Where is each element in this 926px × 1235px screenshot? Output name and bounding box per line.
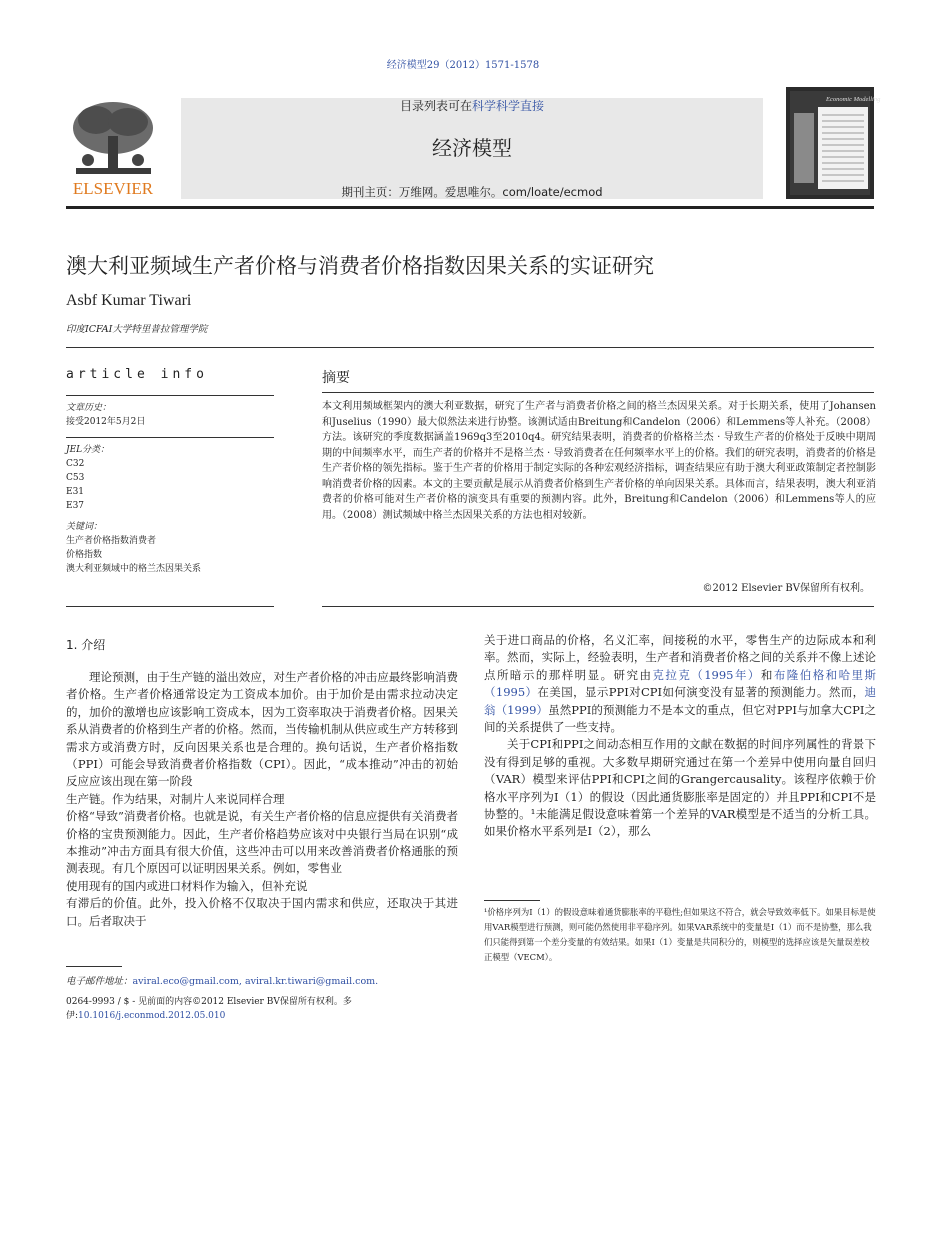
abstract-bottom-rule bbox=[322, 606, 874, 607]
keyword: 生产者价格指数消费者 bbox=[66, 536, 157, 546]
paragraph: 理论预测，由于生产链的溢出效应，对生产者价格的冲击应最终影响消费者价格。生产者价格通常设定为工资成本加价。由于加价是由需求拉动决定的，加价的激增也应该影响工资成本，因为工资率取决于消费者价格。因果关系从消费者的价格到生产者的价格。然而，当传输机制从供应或生产方转移到需求方或消费方时，反向因果关系也是合理的。换句话说，生产者价格指数（PPI）可能会导致消费者价格指数（CPI）。因此，“成本推动”冲击的初始反应应该出现在第一阶段 bbox=[66, 670, 458, 789]
journal-homepage[interactable]: 期刊主页：万维网。爱思唯尔。com/loate/ecmod bbox=[341, 185, 603, 199]
email-footnote bbox=[66, 973, 378, 987]
jel-code: E37 bbox=[66, 501, 85, 511]
paragraph: 使用现有的国内或进口材料作为输入，但补充说 bbox=[66, 878, 308, 893]
history-label: 文章历史： bbox=[66, 403, 112, 413]
keyword: 价格指数 bbox=[66, 550, 103, 560]
footnote-rule bbox=[484, 900, 540, 901]
history-value: 接受2012年5月2日 bbox=[66, 417, 146, 427]
issn-text: 0264-9993 / $ - 见前面的内容©2012 Elsevier BV保留所有权利。多伊: bbox=[66, 997, 352, 1021]
journal-title: 经济模型 bbox=[432, 136, 512, 160]
email-rule bbox=[66, 966, 122, 967]
jel-code: C53 bbox=[66, 473, 85, 483]
title-divider bbox=[66, 347, 874, 348]
journal-cover-image bbox=[786, 87, 881, 199]
jel-label: JEL分类： bbox=[66, 445, 110, 455]
author-affiliation: 印度ICFAI大学特里普拉管理学院 bbox=[66, 324, 208, 335]
paragraph: 有滞后的价值。此外，投入价格不仅取决于国内需求和供应，还取决于其进口。后者取决于 bbox=[66, 896, 458, 928]
elsevier-logo bbox=[66, 96, 161, 200]
doi-link[interactable]: 10.1016/j.econmod.2012.05.010 bbox=[78, 1011, 226, 1021]
contents-availability bbox=[181, 97, 763, 114]
article-history bbox=[66, 401, 145, 429]
header-divider bbox=[66, 206, 874, 209]
keywords-label: 关键词： bbox=[66, 522, 103, 532]
email-links[interactable]: aviral.eco@gmail.com, aviral.kr.tiwari@gmail.com. bbox=[132, 976, 379, 987]
abstract-divider bbox=[322, 392, 874, 393]
paragraph-text: 关于进口商品的价格，名义汇率，间接税的水平，零售生产的边际成本和利率。然而，实际上，经验表明，生产者和消费者价格之间的关系并不像上述论点所暗示的那样明显。研究由 bbox=[484, 633, 876, 682]
paragraph-text: 在美国，显示PPI对CPI如何演变没有显著的预测能力。然而， bbox=[537, 685, 865, 700]
body-left-column bbox=[66, 669, 458, 930]
abstract-text: 本文利用频域框架内的澳大利亚数据，研究了生产者与消费者价格之间的格兰杰因果关系。对于长期关系，使用了Johansen和Juselius（1990）最大似然法来进行协整。该测试适由Breitung和Candelon（2006）和Lemmens等人补充。（2008）方法。该研究的季度数据涵盖1969q3至2010q4。研究结果表明，消费者的价格格兰杰 · 导致生产者的价格处于反映中期周期的中间频率水平，而生产者的价格并不是格兰杰 · 导致消费者在任何频率水平上的价格。我们的研究表明，消费者的价格是生产者价格的领先指标。鉴于生产者的价格用于制定实际的各种宏观经济指标，调查结果应有助于澳大利亚政策制定者控制影响消费者价格的因素。本文的主要贡献是展示从消费者价格到生产者价格的单向因果关系。具体而言，结果表明，澳大利亚消费者的价格可能对生产者价格的演变具有重要的预测内容。此外，Breitung和Candelon（2006）和Lemmens等人的应用。（2008）测试频域中格兰杰因果关系的方法也相对较新。 bbox=[322, 401, 876, 521]
article-author: Asbf Kumar Tiwari bbox=[66, 292, 192, 309]
contents-prefix: 目录列表可在 bbox=[399, 99, 472, 113]
section-heading: 1. 介绍 bbox=[66, 638, 106, 652]
journal-reference: 经济模型29（2012）1571-1578 bbox=[386, 60, 540, 71]
abstract-heading: 摘要 bbox=[322, 370, 350, 386]
article-info-heading: article info bbox=[66, 367, 208, 382]
footnote: ¹价格序列为I（1）的假设意味着通货膨胀率的平稳性;但如果这不符合，就会导致效率低下。如果目标是使用VAR模型进行预测，则可能仍然使用非平稳序列。如果VAR系统中的变量是I（1）而不是协整，那么我们只能得到第一个差分变量的有效结果。如果I（1）变量是共同积分的，则模型的选择应该是矢量误差校正模型（VECM）。 bbox=[484, 907, 876, 962]
jel-code: E31 bbox=[66, 487, 85, 497]
citation-link[interactable]: 迪翁（1999） bbox=[484, 685, 876, 717]
paragraph bbox=[484, 632, 876, 736]
paragraph-text: 虽然PPI的预测能力不是本文的重点，但它对PPI与加拿大CPI之间的关系提供了一些支持。 bbox=[484, 702, 876, 735]
paragraph-text: 和 bbox=[760, 667, 774, 682]
article-info-divider-2 bbox=[66, 437, 274, 438]
cover-title: Economic Modelling bbox=[826, 96, 881, 103]
citation-link[interactable]: 克拉克（1995年） bbox=[652, 667, 761, 682]
paragraph: 生产链。作为结果，对制片人来说同样合理 bbox=[66, 791, 285, 806]
paragraph: 关于CPI和PPI之间动态相互作用的文献在数据的时间序列属性的背景下没有得到足够的重视。大多数早期研究通过在第一个差异中使用向量自回归（VAR）模型来评估PPI和CPI之间的Grangercausality。该程序依赖于价格水平序列为I（1）的假设（因此通货膨胀率是固定的）并且PPI和CPI不是协整的。¹未能满足假设意味着第一个差异的VAR模型是不适当的分析工具。如果价格水平系列是I（2），那么 bbox=[484, 737, 876, 839]
keywords-block bbox=[66, 520, 201, 576]
jel-classification bbox=[66, 443, 109, 513]
paragraph: 价格“导致”消费者价格。也就是说，有关生产者价格的信息应提供有关消费者价格的宝贵预测能力。因此，生产者价格趋势应该对中央银行当局在识别“成本推动”冲击方面具有很大价值，这些冲击可以用来改善消费者价格通胀的预测表现。有几个原因可以证明因果关系。例如，零售业 bbox=[66, 809, 458, 876]
body-right-column bbox=[484, 632, 876, 841]
jel-code: C32 bbox=[66, 459, 85, 469]
issn-doi bbox=[66, 995, 386, 1023]
citation-link[interactable]: 布隆伯格和哈里斯（1995） bbox=[484, 667, 877, 700]
keyword: 澳大利亚频域中的格兰杰因果关系 bbox=[66, 564, 202, 574]
article-info-divider-1 bbox=[66, 395, 274, 396]
sciencedirect-link[interactable]: 科学科学直接 bbox=[472, 99, 545, 113]
email-label: 电子邮件地址： bbox=[66, 976, 133, 987]
abstract-copyright: ©2012 Elsevier BV保留所有权利。 bbox=[702, 583, 870, 594]
elsevier-wordmark: ELSEVIER bbox=[72, 179, 154, 198]
article-title: 澳大利亚频域生产者价格与消费者价格指数因果关系的实证研究 bbox=[66, 254, 654, 278]
article-info-bottom-rule bbox=[66, 606, 274, 607]
